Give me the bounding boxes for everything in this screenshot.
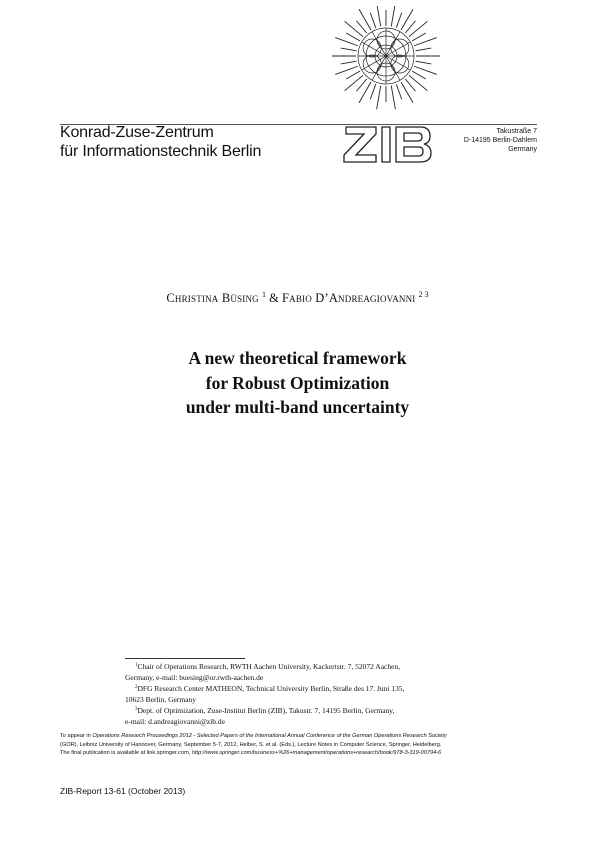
logo-ray [346, 33, 360, 41]
logo-ray [335, 66, 358, 74]
address-city: D-14195 Berlin-Dahlem [463, 137, 537, 144]
publication-note-details: (GOR), Leibniz University of Hannover, Germany, September 5-7, 2012, Helber, S. et al. (Eds.), Lecture Notes in Computer Science, Springer, Heidelberg. [60, 741, 442, 748]
footnote-text: Chair of Operations Research, RWTH Aachen University, Kackertstr. 7, 52072 Aachen, [137, 662, 401, 671]
logo-ray [405, 79, 415, 91]
logo-ray [409, 21, 427, 36]
title-line-1: A new theoretical framework [188, 348, 407, 368]
logo-letters [344, 127, 431, 162]
logo-ray [377, 6, 381, 26]
zib-logo [330, 6, 442, 163]
logo-ray [391, 86, 395, 110]
footnote-text: 10623 Berlin, Germany [125, 694, 197, 704]
logo-ray [396, 13, 401, 28]
logo-ray [412, 33, 426, 41]
logo-ray [356, 79, 366, 91]
title-line-3: under multi-band uncertainty [185, 397, 410, 417]
logo-ray [370, 13, 375, 28]
logo-ray [405, 21, 415, 33]
logo-ray [377, 86, 381, 110]
footnote-mark: 1 [135, 663, 138, 668]
footnote-3 [125, 705, 470, 727]
publication-url-link[interactable]: http://www.springer.com/business+%26+management/operations+research/book/978-3-319-00794-6 [191, 750, 442, 757]
logo-ray [356, 21, 366, 33]
author-separator: & [269, 291, 279, 305]
author-marks-1: 1 [261, 290, 266, 299]
logo-ray [370, 84, 375, 99]
logo-ray [345, 75, 363, 90]
address-country: Germany [508, 146, 537, 153]
address-street: Takustraße 7 [496, 128, 537, 135]
logo-ray [412, 71, 426, 79]
report-id: ZIB-Report 13-61 (October 2013) [60, 786, 186, 796]
footnote-mark: 2 [135, 685, 138, 691]
logo-ray [409, 75, 427, 90]
institute-name-line2: für Informationstechnik Berlin [60, 143, 262, 160]
logo-globe [358, 28, 414, 84]
logo-ray [341, 48, 357, 51]
logo-ray [414, 38, 437, 46]
footnote-text: e-mail: d.andreagiovanni@zib.de [125, 716, 225, 726]
logo-ray [341, 61, 357, 64]
logo-ray [416, 48, 432, 51]
title-line-2: for Robust Optimization [205, 372, 390, 393]
logo-ray [396, 84, 401, 99]
logo-ray [414, 66, 437, 74]
logo-ray [359, 82, 371, 103]
publication-note-prefix: To appear in [60, 733, 91, 739]
footnote-text: DFG Research Center MATHEON, Technical University Berlin, Straße des 17. Juni 135, [137, 684, 405, 694]
footnote-mark: 3 [135, 707, 138, 713]
logo-ray [416, 61, 432, 64]
proceedings-title: Operations Research Proceedings 2012 - Selected Papers of the International Annual Conference of the German Operations Research Society [92, 733, 447, 739]
logo-ray [391, 6, 395, 26]
author-marks-2: 2 3 [418, 290, 429, 299]
logo-ray [401, 82, 413, 103]
footnote-text: Germany, e-mail: buesing@or.rwth-aachen.de [125, 672, 264, 682]
logo-ray [345, 21, 363, 36]
institute-name-line1: Konrad-Zuse-Zentrum [60, 124, 214, 141]
logo-ray [359, 9, 371, 30]
author-name-1: Christina Büsing [166, 291, 259, 305]
footnotes [125, 661, 470, 728]
publication-note [60, 732, 540, 758]
footnote-2 [125, 683, 470, 705]
author-name-2: Fabio D’Andreagiovanni [281, 291, 416, 305]
paper-title [0, 346, 595, 420]
footnote-1 [125, 661, 470, 683]
logo-ray [335, 38, 358, 46]
publication-note-availability: The final publication is available at link.springer.com, [60, 750, 191, 757]
footnote-rule [125, 658, 245, 659]
logo-ray [346, 71, 360, 79]
footnote-text: Dept. of Optimization, Zuse-Institut Berlin (ZIB), Takustr. 7, 14195 Berlin, Germany, [137, 706, 395, 716]
author-line [0, 290, 595, 306]
logo-ray [401, 9, 413, 30]
